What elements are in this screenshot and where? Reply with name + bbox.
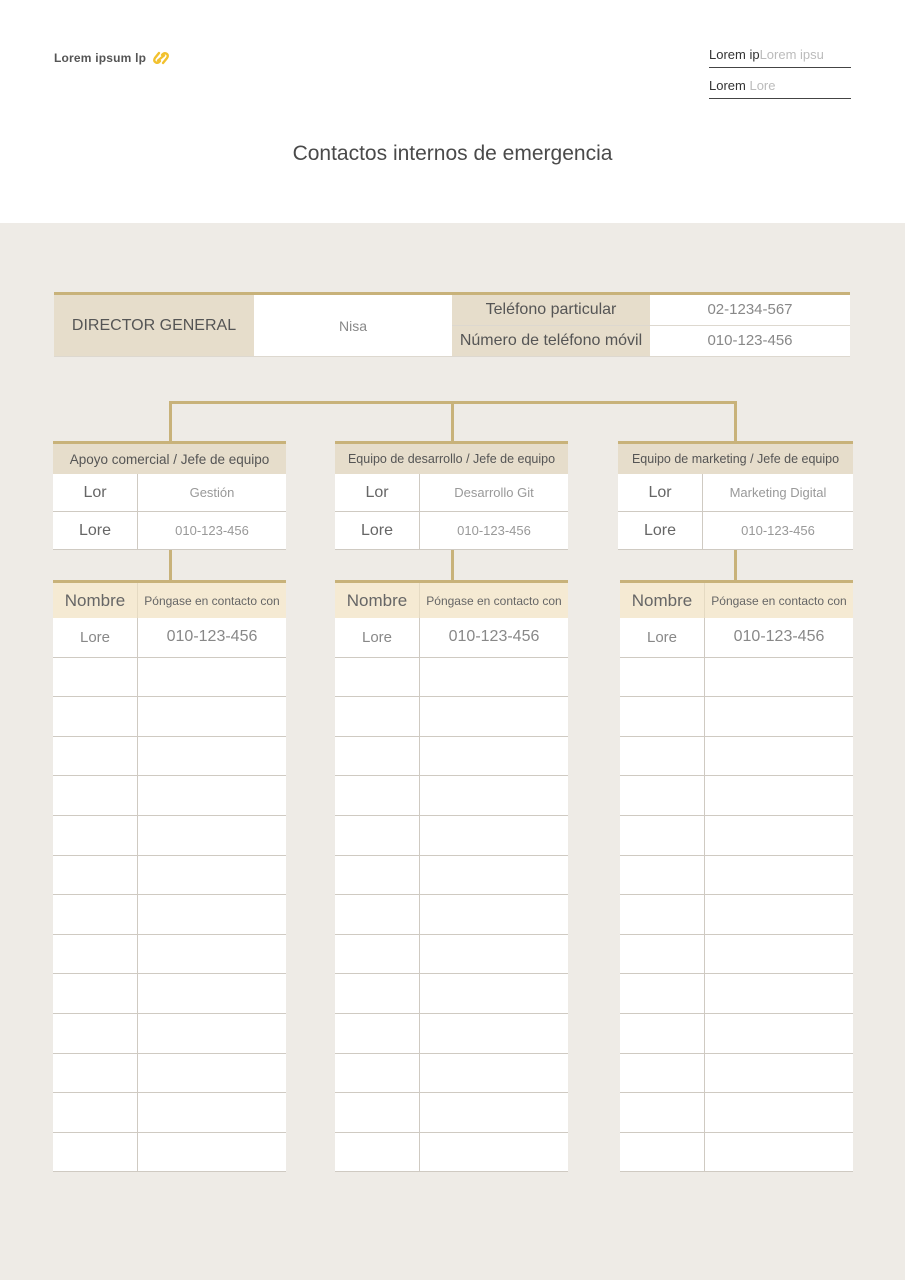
team-row-label: Lore (618, 512, 703, 549)
member-name-cell[interactable] (335, 776, 420, 815)
table-row (335, 856, 568, 896)
member-contact-cell[interactable] (138, 1054, 286, 1093)
member-name-cell[interactable] (53, 935, 138, 974)
member-name-cell[interactable] (53, 658, 138, 697)
brand-name: Lorem ipsum lp (54, 51, 147, 65)
table-row (335, 895, 568, 935)
members-header (620, 580, 853, 618)
member-name-cell[interactable] (335, 895, 420, 934)
member-name-cell[interactable] (53, 737, 138, 776)
table-row (53, 697, 286, 737)
team-row-value[interactable]: 010-123-456 (457, 523, 531, 538)
page-title: Contactos internos de emergencia (292, 142, 613, 165)
member-name-cell[interactable] (620, 1093, 705, 1132)
member-name-cell[interactable] (620, 658, 705, 697)
member-contact-cell[interactable] (420, 974, 568, 1013)
team-row-label: Lore (53, 512, 138, 549)
team-row-value[interactable]: Marketing Digital (729, 485, 827, 500)
member-contact-cell[interactable] (420, 856, 568, 895)
team-title: Equipo de desarrollo / Jefe de equipo (335, 441, 568, 474)
table-row (620, 776, 853, 816)
table-row (53, 618, 286, 658)
meta-field-1[interactable] (709, 47, 851, 68)
table-row (620, 1054, 853, 1094)
member-contact-cell[interactable] (420, 895, 568, 934)
table-row (335, 1093, 568, 1133)
team-row-value[interactable]: 010-123-456 (175, 523, 249, 538)
member-name-cell[interactable] (620, 697, 705, 736)
members-table-development (335, 580, 568, 1172)
members-header (335, 580, 568, 618)
member-contact-cell[interactable] (420, 1014, 568, 1053)
table-row (335, 658, 568, 698)
table-row (620, 618, 853, 658)
member-contact-cell[interactable] (138, 895, 286, 934)
member-contact-cell[interactable] (705, 658, 853, 697)
member-name-cell[interactable] (53, 776, 138, 815)
member-name-cell[interactable] (53, 895, 138, 934)
table-row (335, 816, 568, 856)
team-row-label: Lor (618, 474, 703, 511)
table-row (620, 935, 853, 975)
connector-left (169, 401, 172, 443)
member-contact-cell[interactable]: 010-123-456 (166, 628, 258, 646)
member-contact-cell[interactable] (138, 816, 286, 855)
member-name-cell[interactable] (620, 1014, 705, 1053)
member-contact-cell[interactable] (705, 1093, 853, 1132)
table-row (620, 1014, 853, 1054)
member-name-cell[interactable] (335, 1133, 420, 1172)
member-contact-cell[interactable] (420, 935, 568, 974)
member-name-cell[interactable] (53, 1133, 138, 1172)
members-table-marketing (620, 580, 853, 1172)
column-header-name: Nombre (335, 583, 420, 618)
member-contact-cell[interactable] (705, 895, 853, 934)
table-row (335, 974, 568, 1014)
member-contact-cell[interactable] (138, 974, 286, 1013)
member-name-cell[interactable] (620, 816, 705, 855)
member-contact-cell[interactable] (420, 1093, 568, 1132)
table-row (53, 658, 286, 698)
member-name-cell[interactable]: Lore (335, 618, 420, 657)
mobile-phone-label: Número de teléfono móvil (452, 326, 650, 357)
table-row (335, 1014, 568, 1054)
meta-field-2[interactable] (709, 78, 851, 99)
team-row (618, 474, 853, 512)
table-row (53, 895, 286, 935)
mobile-phone-value[interactable]: 010-123-456 (650, 326, 850, 357)
team-row (53, 474, 286, 512)
table-row (53, 856, 286, 896)
member-name-cell[interactable] (53, 697, 138, 736)
member-name-cell[interactable] (335, 856, 420, 895)
member-name-cell[interactable] (53, 1054, 138, 1093)
member-contact-cell[interactable] (138, 697, 286, 736)
member-name-cell[interactable] (335, 1054, 420, 1093)
member-contact-cell[interactable] (420, 658, 568, 697)
column-header-contact: Póngase en contacto con (426, 593, 562, 608)
member-contact-cell[interactable] (420, 697, 568, 736)
table-row (620, 737, 853, 777)
member-contact-cell[interactable] (705, 1054, 853, 1093)
member-contact-cell[interactable]: 010-123-456 (448, 628, 540, 646)
team-title: Equipo de marketing / Jefe de equipo (618, 441, 853, 474)
table-row (53, 737, 286, 777)
team-row-value[interactable]: Desarrollo Git (454, 485, 534, 500)
table-row (53, 1133, 286, 1173)
column-header-contact: Póngase en contacto con (144, 593, 280, 608)
member-contact-cell[interactable] (138, 658, 286, 697)
connector-left-down (169, 550, 172, 582)
table-row (335, 697, 568, 737)
team-title: Apoyo comercial / Jefe de equipo (53, 441, 286, 474)
column-header-name: Nombre (620, 583, 705, 618)
member-contact-cell[interactable] (138, 1133, 286, 1172)
member-contact-cell[interactable] (705, 856, 853, 895)
member-contact-cell[interactable] (705, 1014, 853, 1053)
member-name-cell[interactable] (620, 935, 705, 974)
member-contact-cell[interactable] (705, 1133, 853, 1172)
member-name-cell[interactable] (620, 776, 705, 815)
member-contact-cell[interactable] (705, 737, 853, 776)
column-header-name: Nombre (53, 583, 138, 618)
member-contact-cell[interactable] (705, 697, 853, 736)
members-header (53, 580, 286, 618)
home-phone-value[interactable]: 02-1234-567 (650, 295, 850, 326)
member-name-cell[interactable]: Lore (53, 618, 138, 657)
member-name-cell[interactable] (620, 1054, 705, 1093)
table-row (53, 776, 286, 816)
team-row (335, 474, 568, 512)
connector-center (451, 401, 454, 443)
table-row (620, 895, 853, 935)
member-contact-cell[interactable] (138, 1014, 286, 1053)
team-row (53, 512, 286, 550)
member-name-cell[interactable] (620, 1133, 705, 1172)
member-name-cell[interactable] (620, 737, 705, 776)
table-row (53, 816, 286, 856)
team-row-label: Lore (335, 512, 420, 549)
team-card-sales (53, 441, 286, 550)
member-name-cell[interactable] (620, 895, 705, 934)
director-name[interactable]: Nisa (254, 295, 452, 356)
member-name-cell[interactable] (620, 974, 705, 1013)
team-row-value[interactable]: Gestión (189, 485, 235, 500)
meta-value: Lore (749, 78, 776, 93)
team-row-label: Lor (335, 474, 420, 511)
connector-right-down (734, 550, 737, 582)
member-contact-cell[interactable] (420, 737, 568, 776)
table-row (620, 856, 853, 896)
table-row (335, 618, 568, 658)
member-name-cell[interactable] (335, 658, 420, 697)
connector-right (734, 401, 737, 443)
member-name-cell[interactable] (335, 1014, 420, 1053)
director-table (54, 292, 850, 357)
team-row-value[interactable]: 010-123-456 (741, 523, 815, 538)
table-row (53, 974, 286, 1014)
member-contact-cell[interactable] (138, 935, 286, 974)
member-name-cell[interactable] (335, 1093, 420, 1132)
member-name-cell[interactable] (53, 974, 138, 1013)
member-contact-cell[interactable] (705, 935, 853, 974)
member-name-cell[interactable] (53, 856, 138, 895)
member-contact-cell[interactable] (420, 776, 568, 815)
column-header-contact: Póngase en contacto con (711, 593, 847, 608)
member-contact-cell[interactable] (138, 776, 286, 815)
member-name-cell[interactable] (335, 697, 420, 736)
members-table-sales (53, 580, 286, 1172)
table-row (335, 1054, 568, 1094)
table-row (335, 1133, 568, 1173)
team-card-development (335, 441, 568, 550)
table-row (53, 1014, 286, 1054)
page-header (0, 0, 905, 223)
table-row (620, 697, 853, 737)
member-contact-cell[interactable] (705, 776, 853, 815)
team-row (618, 512, 853, 550)
team-row-label: Lor (53, 474, 138, 511)
home-phone-label: Teléfono particular (452, 295, 650, 326)
member-contact-cell[interactable] (420, 1133, 568, 1172)
member-contact-cell[interactable] (138, 1093, 286, 1132)
table-row (620, 1133, 853, 1173)
table-row (53, 1054, 286, 1094)
director-phones (452, 295, 850, 356)
member-name-cell[interactable]: Lore (620, 618, 705, 657)
member-contact-cell[interactable] (705, 974, 853, 1013)
table-row (620, 1093, 853, 1133)
team-row (335, 512, 568, 550)
meta-value: Lorem ipsu (759, 47, 824, 62)
member-name-cell[interactable] (53, 1014, 138, 1053)
member-name-cell[interactable] (53, 1093, 138, 1132)
table-row (620, 658, 853, 698)
connector-center-down (451, 550, 454, 582)
member-name-cell[interactable] (335, 816, 420, 855)
meta-label: Lorem ip (709, 47, 760, 62)
member-contact-cell[interactable] (138, 737, 286, 776)
member-contact-cell[interactable] (138, 856, 286, 895)
table-row (620, 974, 853, 1014)
table-row (53, 1093, 286, 1133)
meta-label: Lorem (709, 78, 750, 93)
member-name-cell[interactable] (53, 816, 138, 855)
brand (54, 50, 170, 66)
table-row (620, 816, 853, 856)
member-contact-cell[interactable]: 010-123-456 (733, 628, 825, 646)
table-row (335, 776, 568, 816)
team-card-marketing (618, 441, 853, 550)
member-name-cell[interactable] (335, 737, 420, 776)
table-row (335, 737, 568, 777)
member-name-cell[interactable] (335, 974, 420, 1013)
director-label: DIRECTOR GENERAL (54, 295, 254, 356)
table-row (53, 935, 286, 975)
member-name-cell[interactable] (335, 935, 420, 974)
link-icon (152, 50, 170, 66)
member-name-cell[interactable] (620, 856, 705, 895)
member-contact-cell[interactable] (420, 1054, 568, 1093)
table-row (335, 935, 568, 975)
member-contact-cell[interactable] (705, 816, 853, 855)
member-contact-cell[interactable] (420, 816, 568, 855)
